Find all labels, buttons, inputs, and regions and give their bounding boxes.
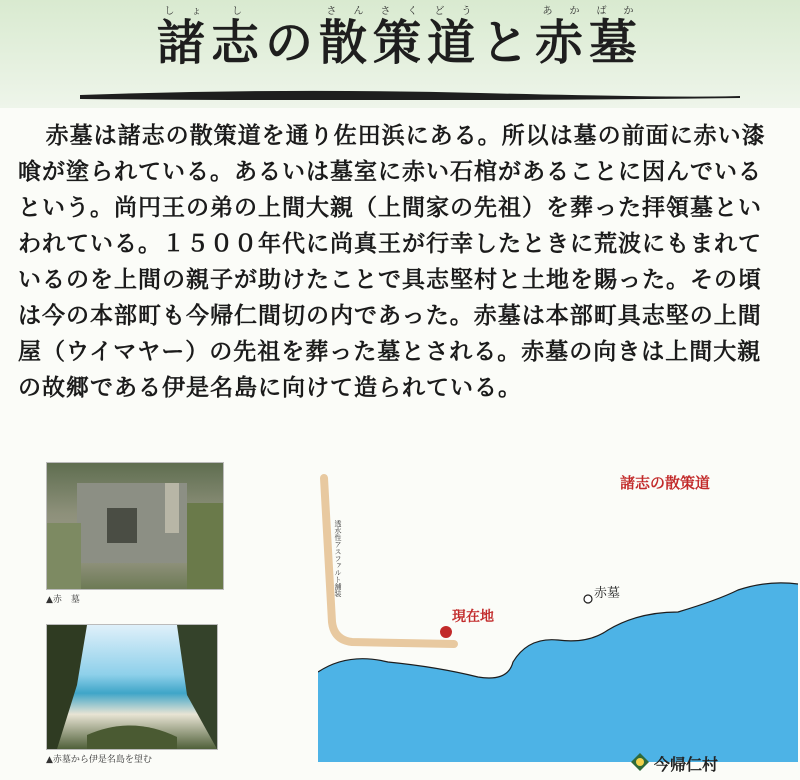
brush-stroke xyxy=(80,88,740,100)
red-tomb-photo xyxy=(46,462,224,590)
village-name: 今帰仁村 xyxy=(654,755,719,774)
description-text: 赤墓は諸志の散策道を通り佐田浜にある。所以は墓の前面に赤い漆喰が塗られている。あるいは墓室に赤い石棺があることに因んでいるという。尚円王の弟の上間大親（上間家の先祖）を葬った拝領墓といわれている。１５００年代に尚真王が行幸したときに荒波にもまれているのを上間の親子が助けたことで具志堅村と土地を賜った。その頃は今の本部町も今帰仁間切の内であった。赤墓は本部町具志堅の上間屋（ウイマヤー）の先祖を葬った墓とされる。赤墓の向きは上間大親の故郷である伊是名島に向けて造られている。 xyxy=(18,122,766,401)
title-char: 道どう xyxy=(427,6,482,71)
title-char: と xyxy=(481,15,536,71)
sign-title xyxy=(0,4,800,73)
village-emblem-icon xyxy=(630,752,650,772)
walking-path-map xyxy=(318,462,798,762)
title-char: 諸しょ xyxy=(156,6,211,71)
title-char: の xyxy=(264,15,319,71)
map-title: 諸志の散策道 xyxy=(620,474,711,492)
title-char: 策さく xyxy=(372,6,427,71)
road-label: 透水性アスファルト舗装 xyxy=(334,520,342,597)
tomb-marker-label: 赤墓 xyxy=(594,586,621,601)
photo-caption-view: ▲赤墓から伊是名島を望む xyxy=(46,755,152,765)
iheya-view-photo xyxy=(46,624,218,750)
current-location-label: 現在地 xyxy=(452,609,494,625)
title-banner xyxy=(0,0,800,108)
title-char: 墓ばか xyxy=(589,6,644,71)
photo-caption-tomb: ▲赤 墓 xyxy=(46,595,80,605)
title-char: 赤あか xyxy=(535,6,590,71)
title-char: 志し xyxy=(210,6,265,71)
title-char: 散さん xyxy=(318,6,373,71)
